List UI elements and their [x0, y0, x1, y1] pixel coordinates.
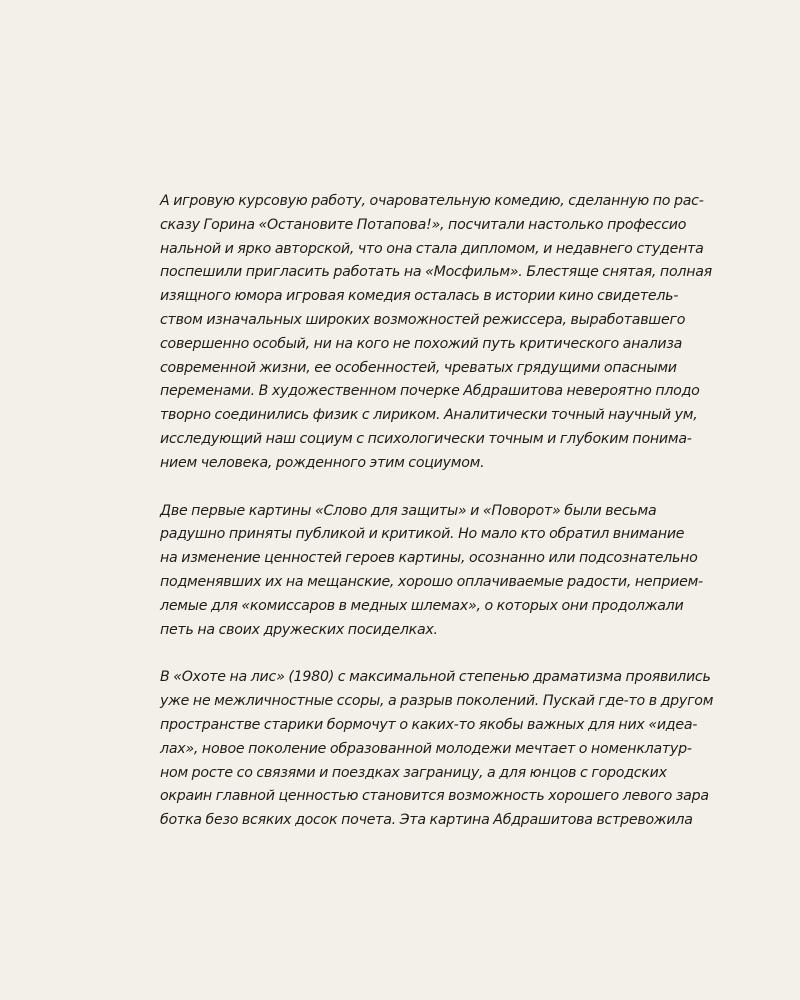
text-line: нальной и ярко авторской, что она стала дипломом, и недавнего студента: [160, 240, 704, 257]
text-line: подменявших их на мещанские, хорошо оплачиваемые радости, неприем-: [160, 573, 703, 590]
text-line: ботка безо всяких досок почета. Эта картина Абдрашитова встревожила: [160, 812, 693, 829]
text-line: А игровую курсовую работу, очаровательную комедию, сделанную по рас-: [160, 193, 704, 209]
text-line: В «Охоте на лис» (1980) с максимальной степенью драматизма проявились: [160, 669, 711, 686]
text-line: уже не межличностные ссоры, а разрыв поколений. Пускай где-то в другом: [160, 693, 714, 710]
body-text: [160, 190, 714, 857]
text-line: на изменение ценностей героев картины, осознанно или подсознательно: [160, 550, 698, 567]
text-line: окраин главной ценностью становится возможность хорошего левого зара: [160, 788, 709, 805]
text-line: нием человека, рожденного этим социумом.: [160, 454, 485, 471]
text-line: совершенно особый, ни на кого не похожий путь критического анализа: [160, 335, 683, 352]
paragraph-2: [160, 500, 703, 643]
text-line: лах», новое поколение образованной молодежи мечтает о номенклатур-: [160, 740, 692, 757]
text-line: поспешили пригласить работать на «Мосфильм». Блестяще снятая, полная: [160, 264, 712, 281]
text-line: современной жизни, ее особенностей, чреватых грядущими опасными: [160, 359, 677, 376]
text-line: исследующий наш социум с психологически точным и глубоким понима-: [160, 430, 692, 447]
text-line: изящного юмора игровая комедия осталась в истории кино свидетель-: [160, 288, 679, 305]
text-line: ном росте со связями и поездках заграницу, а для юнцов с городских: [160, 764, 667, 781]
text-line: переменами. В художественном почерке Абдрашитова невероятно плодо: [160, 383, 700, 400]
paragraph-3: [160, 666, 714, 833]
text-line: пространстве старики бормочут о каких-то якобы важных для них «идеа-: [160, 716, 698, 733]
text-line: Две первые картины «Слово для защиты» и «Поворот» были весьма: [160, 502, 657, 519]
paragraph-1: [160, 190, 712, 476]
text-line: сказу Горина «Остановите Потапова!», посчитали настолько профессио: [160, 216, 687, 233]
text-line: петь на своих дружеских посиделках.: [160, 621, 438, 638]
text-line: ством изначальных широких возможностей режиссера, выработавшего: [160, 311, 686, 328]
text-line: радушно приняты публикой и критикой. Но мало кто обратил внимание: [160, 526, 685, 543]
text-line: лемые для «комиссаров в медных шлемах», о которых они продолжали: [160, 597, 684, 614]
text-line: творно соединились физик с лириком. Аналитически точный научный ум,: [160, 407, 698, 424]
